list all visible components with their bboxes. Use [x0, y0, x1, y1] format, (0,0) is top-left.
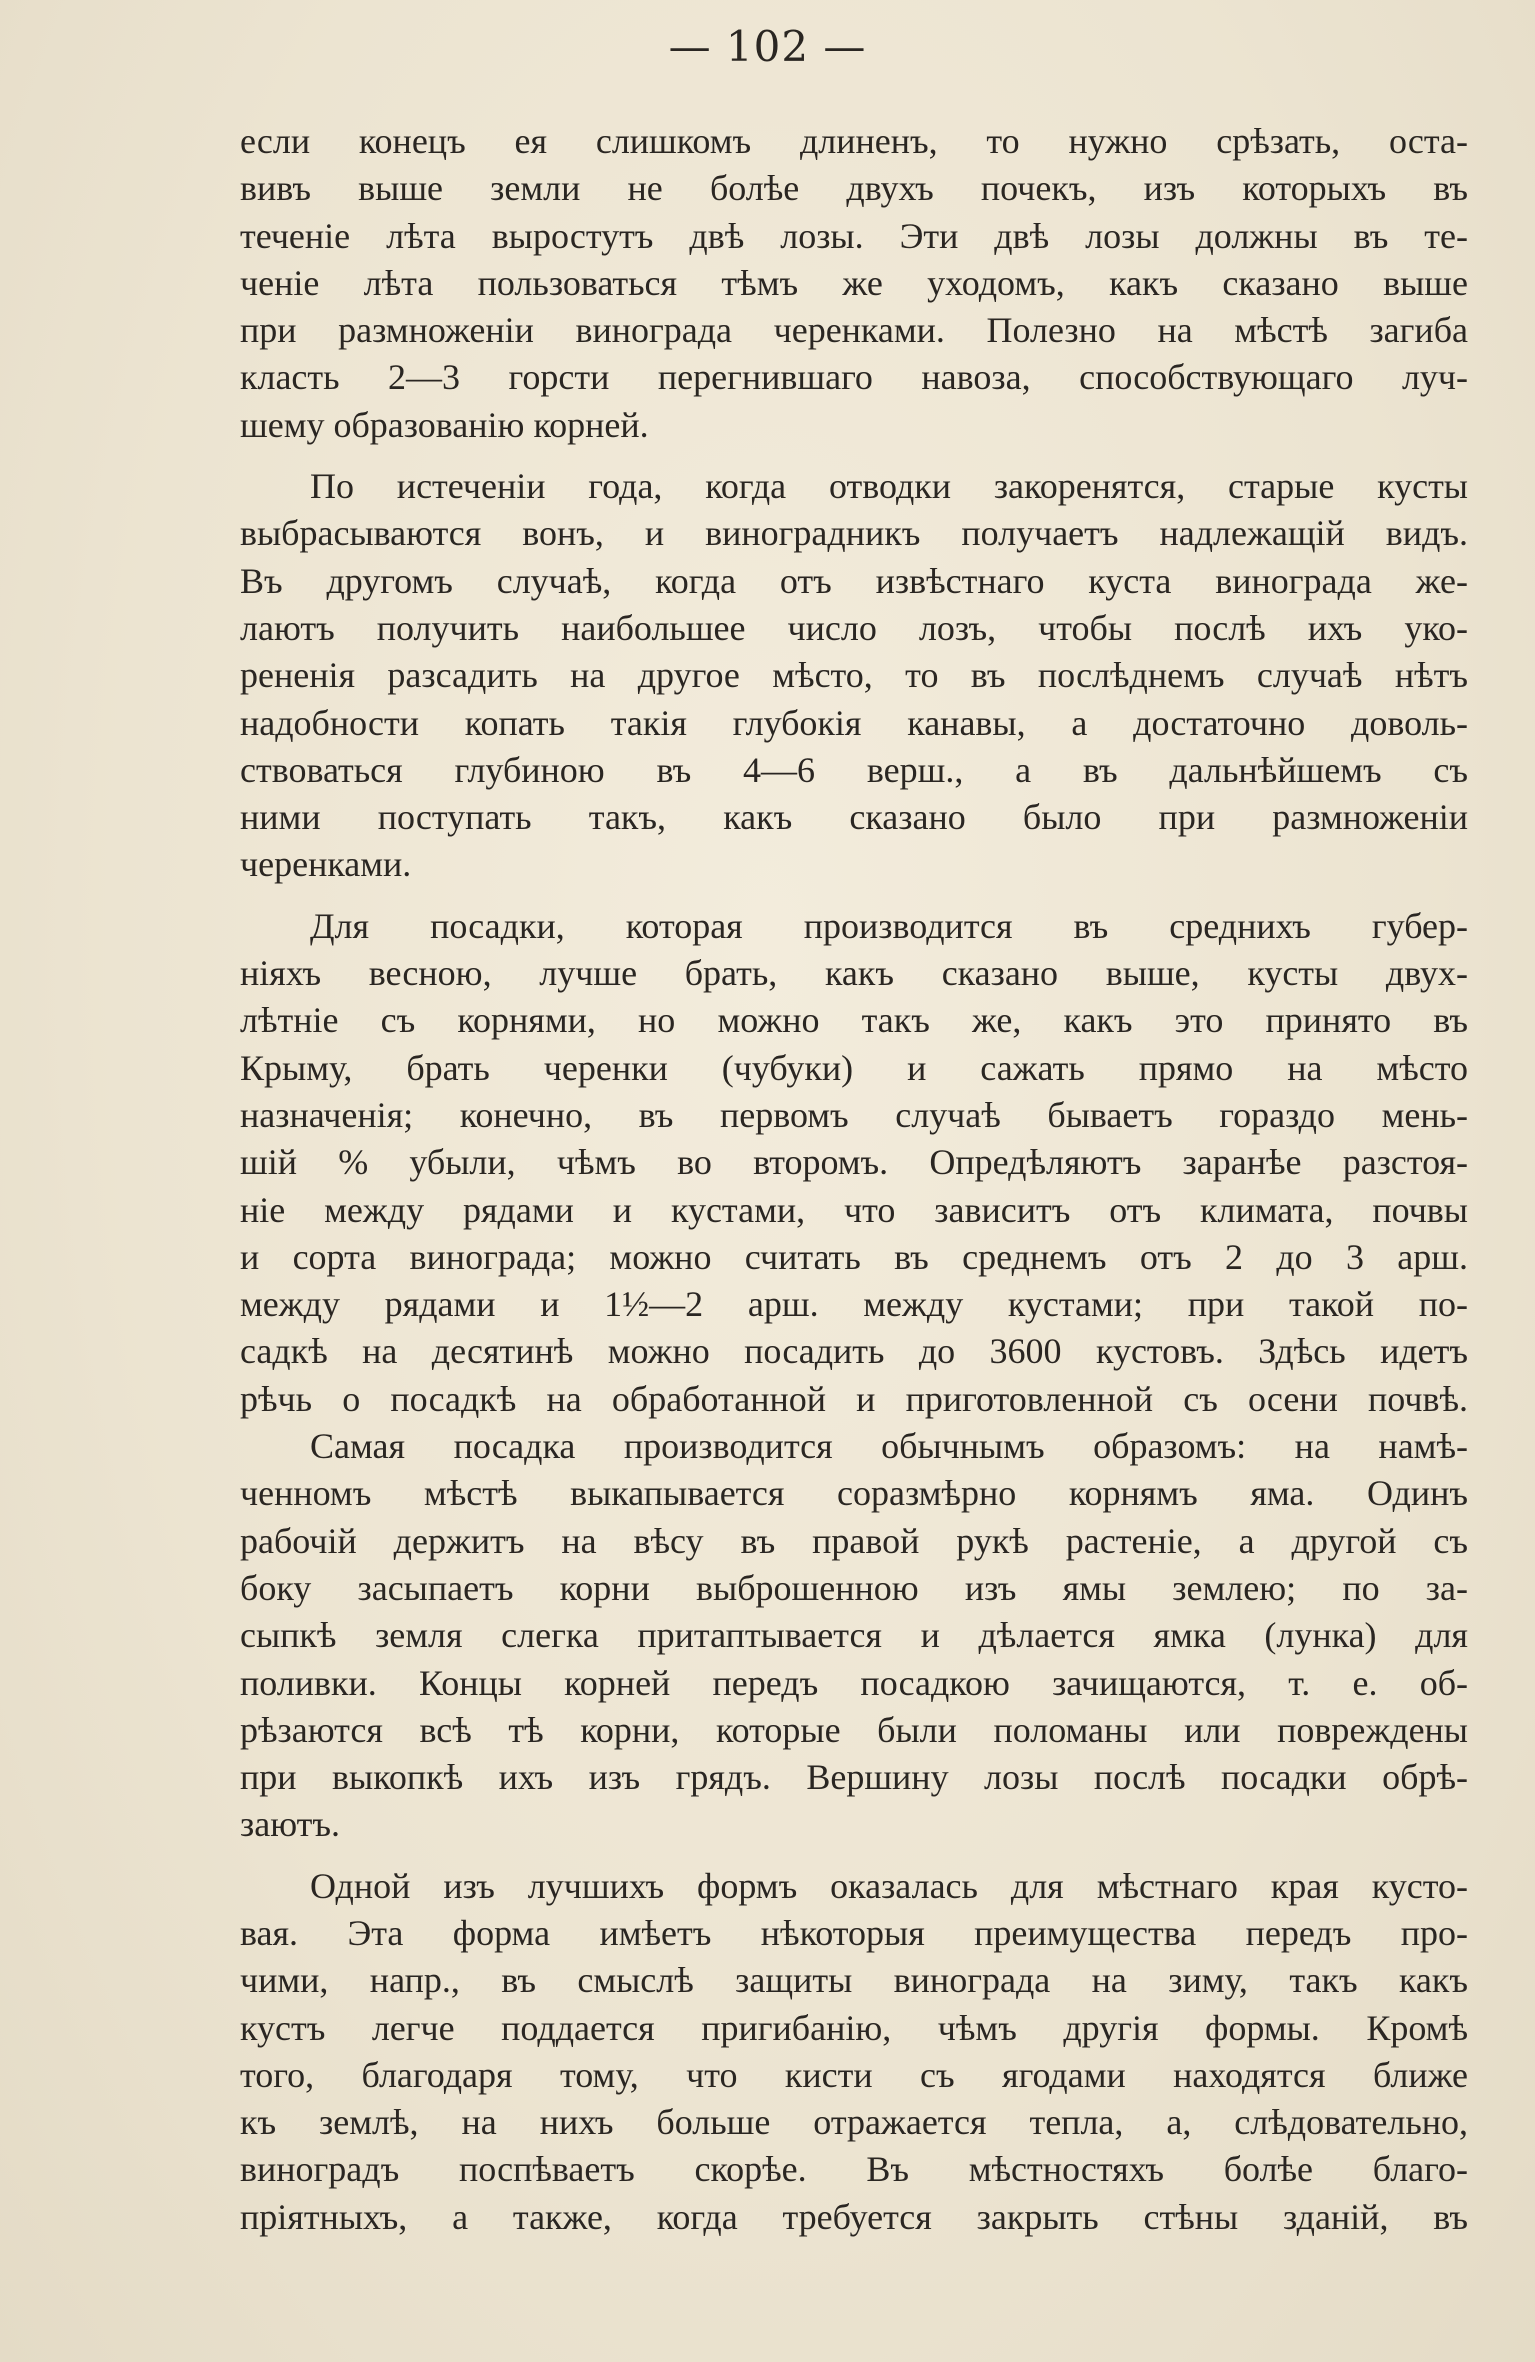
text-line: Крыму, брать черенки (чубуки) и сажать прямо на мѣсто — [240, 1047, 1468, 1088]
text-line: По истеченіи года, когда отводки закоренятся, старые кусты — [310, 466, 1468, 507]
text-line: надобности копать такія глубокія канавы, а достаточно доволь- — [240, 702, 1468, 743]
text-line: рененія разсадить на другое мѣсто, то въ послѣднемъ случаѣ нѣтъ — [240, 655, 1468, 696]
text-line: ченномъ мѣстѣ выкапывается соразмѣрно корнямъ яма. Одинъ — [240, 1473, 1468, 1514]
text-line: вая. Эта форма имѣетъ нѣкоторыя преимущества передъ про- — [240, 1912, 1468, 1953]
text-line: ніе между рядами и кустами, что зависитъ отъ климата, почвы — [240, 1189, 1468, 1230]
text-line: боку засыпаетъ корни выброшенною изъ ямы землею; по за- — [240, 1567, 1468, 1608]
text-line: Для посадки, которая производится въ среднихъ губер- — [310, 905, 1468, 946]
text-line: ченіе лѣта пользоваться тѣмъ же уходомъ, какъ сказано выше — [240, 262, 1468, 303]
text-line: къ землѣ, на нихъ больше отражается тепла, а, слѣдовательно, — [240, 2102, 1468, 2143]
text-line: того, благодаря тому, что кисти съ ягодами находятся ближе — [240, 2054, 1468, 2095]
text-line: ствоваться глубиною въ 4—6 верш., а въ дальнѣйшемъ съ — [240, 749, 1468, 790]
text-line: кустъ легче поддается пригибанію, чѣмъ другія формы. Кромѣ — [240, 2007, 1468, 2048]
text-line: если конецъ ея слишкомъ длиненъ, то нужно срѣзать, оста- — [240, 121, 1468, 161]
text-line: ніяхъ весною, лучше брать, какъ сказано выше, кусты двух- — [240, 953, 1468, 994]
text-line: рѣчь о посадкѣ на обработанной и приготовленной съ осени почвѣ. — [240, 1378, 1468, 1419]
text-line: виноградъ поспѣваетъ скорѣе. Въ мѣстностяхъ болѣе благо- — [240, 2149, 1468, 2190]
text-line: пріятныхъ, а также, когда требуется закрыть стѣны зданій, въ — [240, 2196, 1468, 2237]
text-line: и сорта винограда; можно считать въ среднемъ отъ 2 до 3 арш. — [240, 1236, 1468, 1277]
text-line: шій % убыли, чѣмъ во второмъ. Опредѣляютъ заранѣе разстоя- — [240, 1142, 1468, 1183]
text-line: лѣтніе съ корнями, но можно такъ же, какъ это принято въ — [240, 1000, 1468, 1041]
text-line: назначенія; конечно, въ первомъ случаѣ бываетъ гораздо мень- — [240, 1094, 1468, 1135]
text-line: лаютъ получить наибольшее число лозъ, чтобы послѣ ихъ уко- — [240, 607, 1468, 648]
text-line: садкѣ на десятинѣ можно посадить до 3600 кустовъ. Здѣсь идетъ — [240, 1331, 1468, 1372]
text-line: заютъ. — [240, 1804, 340, 1845]
paragraph-1 — [240, 118, 1468, 449]
text-line: ними поступать такъ, какъ сказано было при размноженіи — [240, 797, 1468, 838]
text-line: при размноженіи винограда черенками. Полезно на мѣстѣ загиба — [240, 310, 1468, 351]
page-number: — 102 — — [668, 22, 867, 71]
text-line: теченіе лѣта выростутъ двѣ лозы. Эти двѣ лозы должны въ те- — [240, 215, 1468, 256]
text-line: выбрасываются вонъ, и виноградникъ получаетъ надлежащій видъ. — [240, 513, 1468, 554]
text-line: черенками. — [240, 844, 412, 885]
text-line: Самая посадка производится обычнымъ образомъ: на намѣ- — [310, 1426, 1468, 1467]
text-line: чими, напр., въ смыслѣ защиты винограда на зиму, такъ какъ — [240, 1960, 1468, 2001]
text-line: шему образованію корней. — [240, 404, 649, 445]
text-line: класть 2—3 горсти перегнившаго навоза, способствующаго луч- — [240, 357, 1468, 398]
text-line: при выкопкѣ ихъ изъ грядъ. Вершину лозы послѣ посадки обрѣ- — [240, 1757, 1468, 1798]
text-line: сыпкѣ земля слегка притаптывается и дѣлается ямка (лунка) для — [240, 1615, 1468, 1656]
text-line: Въ другомъ случаѣ, когда отъ извѣстнаго куста винограда же- — [240, 560, 1468, 601]
text-line: рѣзаются всѣ тѣ корни, которые были поломаны или повреждены — [240, 1709, 1468, 1750]
paragraph-3 — [240, 903, 1468, 1849]
text-line: между рядами и 1½—2 арш. между кустами; при такой по- — [240, 1284, 1468, 1325]
text-line: рабочій держитъ на вѣсу въ правой рукѣ растеніе, а другой съ — [240, 1520, 1468, 1561]
text-line: поливки. Концы корней передъ посадкою зачищаются, т. е. об- — [240, 1662, 1468, 1703]
text-line: Одной изъ лучшихъ формъ оказалась для мѣстнаго края кусто- — [310, 1865, 1468, 1906]
text-line: вивъ выше земли не болѣе двухъ почекъ, изъ которыхъ въ — [240, 168, 1468, 209]
paragraph-4 — [240, 1863, 1468, 2241]
paragraph-2 — [240, 463, 1468, 889]
body-text — [240, 118, 1468, 2255]
